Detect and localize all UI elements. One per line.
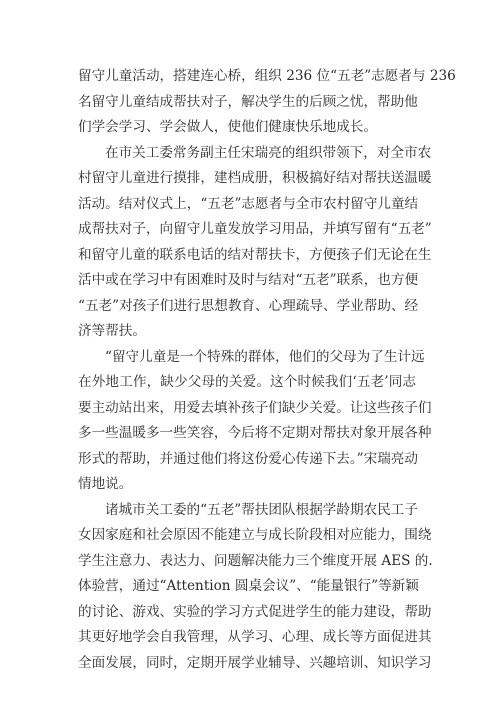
paragraph-3 bbox=[78, 345, 432, 498]
text-line: 在市关工委常务副主任宋瑞亮的组织带领下，对全市农 bbox=[105, 144, 432, 161]
text-line: 全面发展，同时，定期开展学业辅导、兴趣培训、知识学习 bbox=[78, 654, 432, 671]
text-line: 的讨论、游戏、实验的学习方式促进学生的能力建设，帮助 bbox=[78, 603, 432, 620]
text-line: 情地说。 bbox=[78, 476, 133, 492]
text-line: 多一些温暖多一些笑容，今后将不定期对帮扶对象开展各种 bbox=[78, 425, 432, 441]
paragraph-4 bbox=[78, 498, 433, 677]
text-line: 村留守儿童进行摸排，建档成册，积极搞好结对帮扶送温暖 bbox=[78, 170, 432, 186]
text-line: 女因家庭和社会原因不能建立与成长阶段相对应能力，围绕 bbox=[78, 527, 432, 543]
document-body bbox=[78, 64, 456, 676]
text-line: 其更好地学会自我管理，从学习、心理、成长等方面促进其 bbox=[78, 629, 432, 645]
text-line: 名留守儿童结成帮扶对子，解决学生的后顾之忧，帮助他 bbox=[78, 93, 418, 110]
text-line: 留守儿童活动，搭建连心桥，组织 236 位“五老”志愿者与 236 bbox=[78, 68, 456, 84]
text-line: 要主动站出来，用爱去填补孩子们缺少关爱。让这些孩子们 bbox=[78, 399, 432, 416]
text-line: 形式的帮助，并通过他们将这份爱心传递下去。”宋瑞亮动 bbox=[78, 450, 418, 467]
text-line: 们学会学习、学会做人，使他们健康快乐地成长。 bbox=[78, 119, 378, 135]
text-line: 学生注意力、表达力、问题解决能力三个维度开展 AES 的. bbox=[78, 552, 433, 569]
text-line: 活中或在学习中有困难时及时与结对“五老”联系，也方便 bbox=[78, 272, 419, 288]
text-line: 济等帮扶。 bbox=[78, 323, 146, 339]
text-line: 体验营，通过“Attention 圆桌会议”、“能量银行”等新颖 bbox=[78, 578, 419, 594]
paragraph-1 bbox=[78, 64, 456, 141]
text-line: “五老”对孩子们进行思想教育、心理疏导、学业帮助、经 bbox=[78, 297, 419, 314]
paragraph-2 bbox=[78, 141, 432, 345]
text-line: 在外地工作，缺少父母的关爱。这个时候我们‘五老’同志 bbox=[78, 374, 416, 390]
text-line: 成帮扶对子，向留守儿童发放学习用品，并填写留有“五老” bbox=[78, 221, 432, 237]
text-line: “留守儿童是一个特殊的群体，他们的父母为了生计远 bbox=[105, 348, 425, 365]
text-line: 和留守儿童的联系电话的结对帮扶卡，方便孩子们无论在生 bbox=[78, 246, 432, 263]
text-line: 活动。结对仪式上，“五老”志愿者与全市农村留守儿童结 bbox=[78, 195, 419, 212]
text-line: 诸城市关工委的“五老”帮扶团队根据学龄期农民工子 bbox=[105, 501, 418, 518]
